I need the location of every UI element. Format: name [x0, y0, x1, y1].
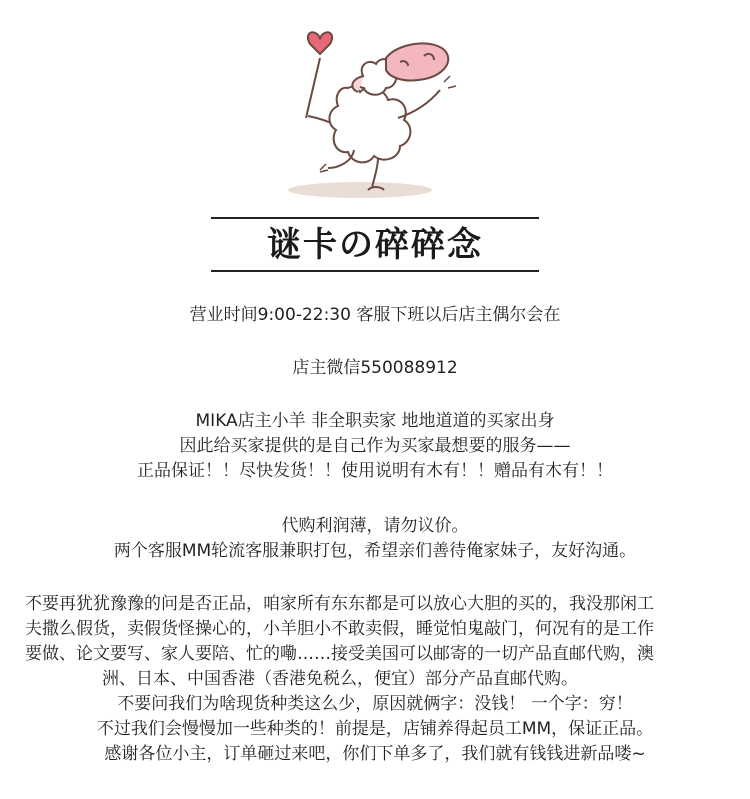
story-line: 不过我们会慢慢加一些种类的！前提是，店铺养得起员工MM，保证正品。: [96, 719, 654, 739]
story-line: 感谢各位小主，订单砸过来吧，你们下单多了，我们就有钱钱进新品喽~: [104, 744, 646, 764]
sheep-mascot-icon: [268, 18, 468, 203]
title-bottom-divider: [211, 270, 539, 272]
business-hours-text: 营业时间9:00-22:30 客服下班以后店主偶尔会在: [189, 305, 561, 325]
page-title: 谜卡の碎碎念: [267, 225, 483, 265]
notice-line: 代购利润薄，请勿议价。: [281, 516, 469, 536]
story-line: 不要问我们为啥现货种类这么少，原因就俩字：没钱！ 一个字：穷！: [117, 694, 633, 714]
story-line: 要做、论文要写、家人要陪、忙的嘞……接受美国可以邮寄的一切产品直邮代购，澳: [25, 644, 654, 664]
story-line: 不要再犹犹豫豫的问是否正品，咱家所有东东都是可以放心大胆的买的，我没那闲工: [25, 594, 654, 614]
notice-line: 两个客服MM轮流客服兼职打包，希望亲们善待俺家妹子，友好沟通。: [113, 541, 637, 561]
intro-line: MIKA店主小羊 非全职卖家 地地道道的买家出身: [195, 411, 555, 431]
title-top-divider: [211, 217, 539, 219]
intro-line: 正品保证！！尽快发货！！使用说明有木有！！赠品有木有！！: [137, 461, 613, 481]
intro-line: 因此给买家提供的是自己作为买家最想要的服务——: [179, 436, 571, 456]
story-line: 夫撒么假货，卖假货怪操心的，小羊胆小不敢卖假，睡觉怕鬼敲门，何况有的是工作: [25, 619, 654, 639]
story-line: 洲、日本、中国香港（香港免税么，便宜）部分产品直邮代购。: [102, 669, 578, 689]
wechat-text: 店主微信550088912: [292, 358, 458, 378]
